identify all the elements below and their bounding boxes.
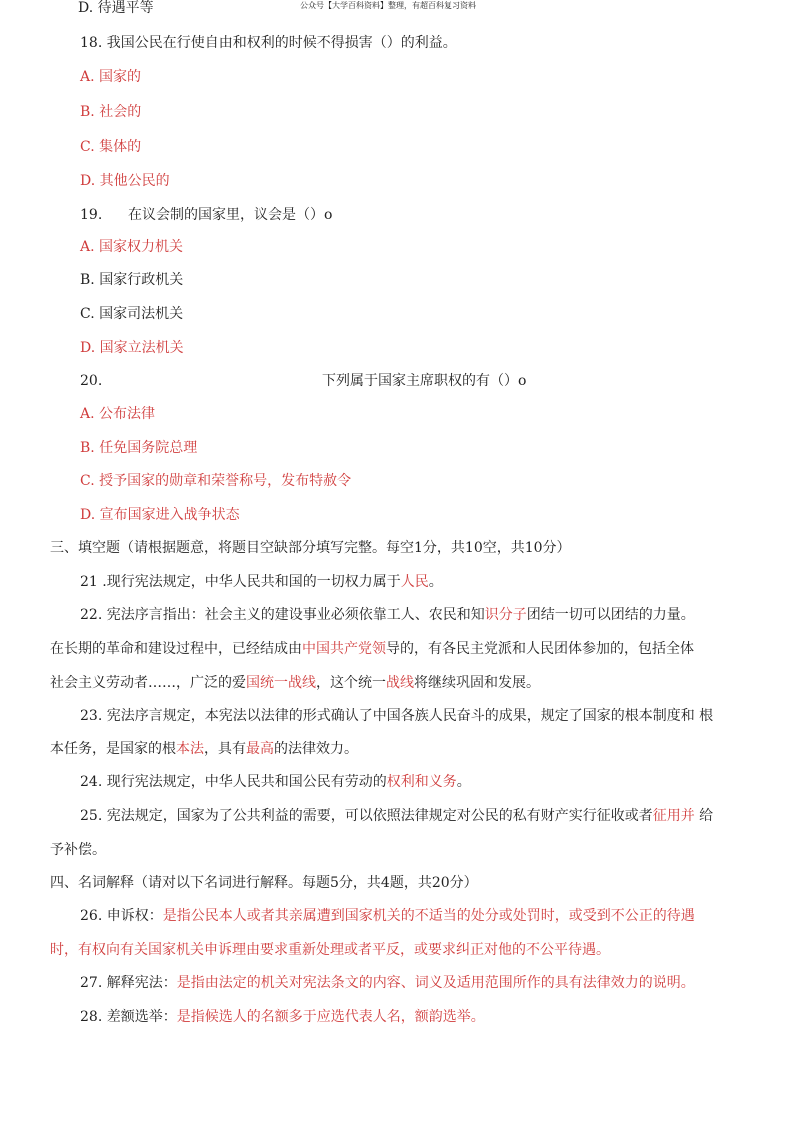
q19-option-b: B. 国家行政机关 (80, 272, 184, 288)
section4-title: 四、名词解释（请对以下名词进行解释。每题5分，共4题，共20分） (50, 875, 478, 891)
q19-stem: 在议会制的国家里，议会是（）o (128, 207, 333, 223)
q23-answer2: 最高 (246, 741, 274, 757)
q18-option-a: A. 国家的 (80, 69, 142, 85)
q27-line: 27. 解释宪法：是指由法定的机关对宪法条文的内容、词义及适用范围所作的具有法律效力的说明。 (80, 975, 695, 991)
q28-answer: 是指候选人的名额多于应选代表人名，额韵选举。 (176, 1009, 485, 1025)
q20-number: 20. (80, 373, 103, 389)
q19-option-d: D. 国家立法机关 (80, 340, 184, 356)
q20-stem: 下列属于国家主席职权的有（）o (322, 373, 527, 389)
q19-number: 19. (80, 207, 103, 223)
q22-answer4: 战线 (386, 675, 414, 691)
q23-answer1: 本法 (176, 741, 204, 757)
q24-line: 24. 现行宪法规定，中华人民共和国公民有劳动的权利和义务。 (80, 774, 471, 790)
option-d-prev: D. 待遇平等 (78, 0, 154, 16)
q22-answer3: 国统一战线 (246, 675, 316, 691)
q22-line3: 社会主义劳动者……，广泛的爱国统一战线，这个统一战线将继续巩固和发展。 (50, 675, 540, 691)
q27-answer: 是指由法定的机关对宪法条文的内容、词义及适用范围所作的具有法律效力的说明。 (176, 975, 695, 991)
q20-option-b: B. 任免国务院总理 (80, 440, 198, 456)
q20-option-c: C. 授予国家的勋章和荣誉称号，发布特赦令 (80, 473, 352, 489)
q21-answer: 人民 (400, 574, 429, 590)
q23-line1: 23. 宪法序言规定，本宪法以法律的形式确认了中国各族人民奋斗的成果，规定了国家的根本制度和 根 (80, 708, 714, 724)
q26-line2: 时，有权向有关国家机关申诉理由要求重新处理或者平反，或要求纠正对他的不公平待遇。 (50, 942, 610, 958)
q25-answer: 征用并 (652, 808, 695, 824)
section3-title: 三、填空题（请根据题意，将题目空缺部分填写完整。每空1分，共10空，共10分） (50, 540, 571, 556)
q21-line: 21 .现行宪法规定，中华人民共和国的一切权力属于人民。 (80, 574, 443, 590)
q28-line: 28. 差额选举：是指候选人的名额多于应选代表人名，额韵选举。 (80, 1009, 485, 1025)
q23-line2: 本任务，是国家的根本法，具有最高的法律效力。 (50, 741, 358, 757)
q25-line1: 25. 宪法规定，国家为了公共利益的需要，可以依照法律规定对公民的私有财产实行征收或者征用并 给 (80, 808, 714, 824)
watermark-header: 公众号【大学百科资料】整理，有超百科复习资料 (300, 1, 476, 10)
q25-line2: 予补偿。 (50, 842, 106, 858)
q18-option-d: D. 其他公民的 (80, 173, 170, 189)
q22-line2: 在长期的革命和建设过程中，已经结成由中国共产党领导的，有各民主党派和人民团体参加的，包括全体 (50, 641, 694, 657)
q19-option-a: A. 国家权力机关 (80, 239, 184, 255)
q18-option-c: C. 集体的 (80, 139, 142, 155)
q20-option-d: D. 宣布国家进入战争状态 (80, 507, 240, 523)
q18-stem: 18. 我国公民在行使自由和权利的时候不得损害（）的利益。 (80, 35, 457, 51)
q20-option-a: A. 公布法律 (80, 406, 156, 422)
q26-line1: 26. 申诉权：是指公民本人或者其亲属遭到国家机关的不适当的处分或处罚时，或受到不公正的待遇 (80, 908, 695, 924)
q19-option-c: C. 国家司法机关 (80, 306, 184, 322)
q26-answer: 是指公民本人或者其亲属遭到国家机关的不适当的处分或处罚时，或受到不公正的待遇 (162, 908, 695, 924)
q18-option-b: B. 社会的 (80, 104, 142, 120)
q24-answer: 权利和义务 (386, 774, 457, 790)
q22-answer1: 识分子 (484, 607, 527, 623)
q22-line1: 22. 宪法序言指出：社会主义的建设事业必须依靠工人、农民和知识分子团结一切可以团结的力量。 (80, 607, 695, 623)
q22-answer2: 中国共产党领 (302, 641, 386, 657)
